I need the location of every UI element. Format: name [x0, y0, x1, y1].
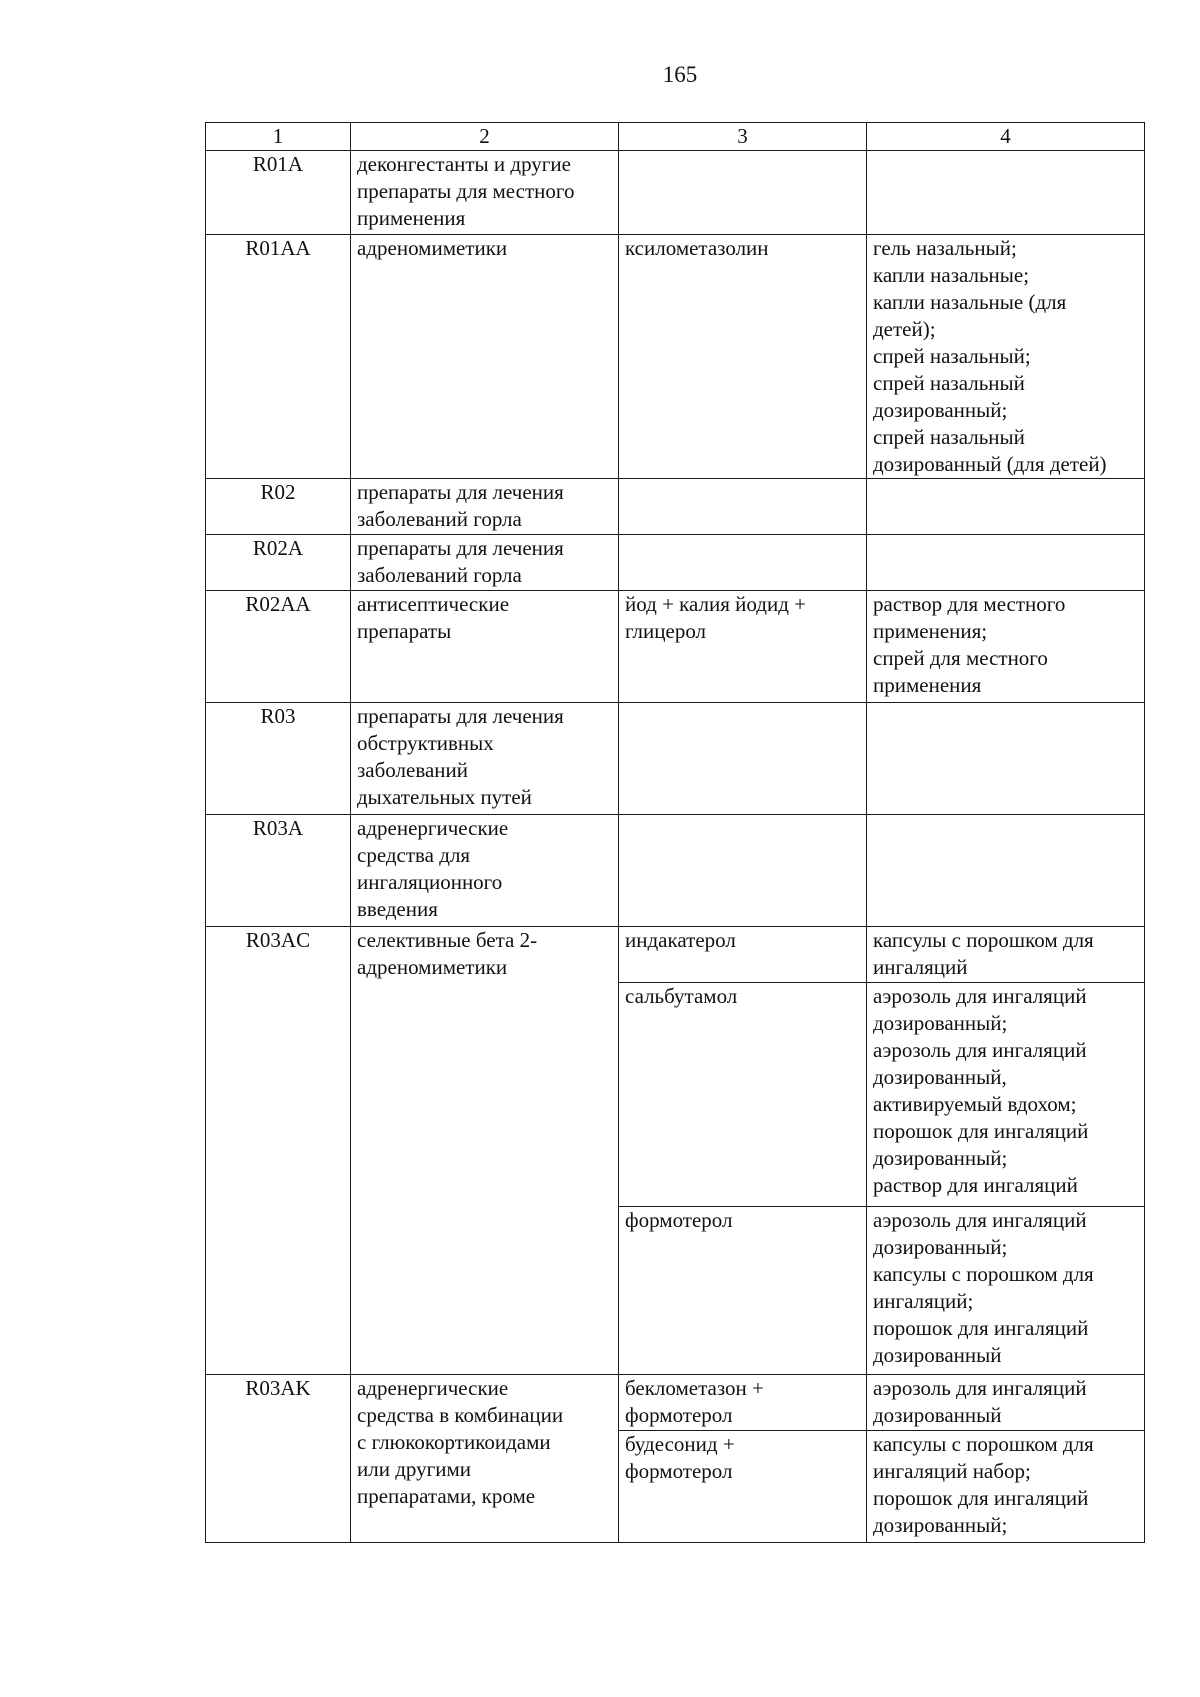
- page-number: 165: [662, 62, 698, 87]
- group-name-cell: адренергические средства в комбинации с глюкокортикоидами или другими препаратами, кроме: [351, 1375, 619, 1543]
- group-name-cell: деконгестанты и другие препараты для местного применения: [351, 151, 619, 235]
- group-name-cell: препараты для лечения заболеваний горла: [351, 535, 619, 591]
- drug-cell: [619, 151, 867, 235]
- table-row-r03a: [206, 815, 1145, 927]
- header-row: [206, 123, 1145, 151]
- atc-code-cell: R01A: [206, 151, 351, 235]
- table-row-r01a: [206, 151, 1145, 235]
- table-row-r03ac: [206, 927, 1145, 983]
- dosage-form-cell: аэрозоль для ингаляций дозированный; аэрозоль для ингаляций дозированный, активируемый вдохом; порошок для ингаляций дозированный; раствор для ингаляций: [867, 983, 1145, 1207]
- table-row-r01aa: [206, 235, 1145, 479]
- drug-cell: ксилометазолин: [619, 235, 867, 479]
- table-row-r03ak: [206, 1375, 1145, 1431]
- atc-code-cell: R02AA: [206, 591, 351, 703]
- group-name-cell: адреномиметики: [351, 235, 619, 479]
- dosage-form-cell: капсулы с порошком для ингаляций набор; порошок для ингаляций дозированный;: [867, 1431, 1145, 1543]
- drug-cell: [619, 535, 867, 591]
- drug-cell: [619, 815, 867, 927]
- atc-code-cell: R03A: [206, 815, 351, 927]
- atc-code-cell: R02: [206, 479, 351, 535]
- dosage-form-cell: капсулы с порошком для ингаляций: [867, 927, 1145, 983]
- dosage-form-cell: [867, 815, 1145, 927]
- group-name-cell: адренергические средства для ингаляционного введения: [351, 815, 619, 927]
- group-name-cell: препараты для лечения обструктивных заболеваний дыхательных путей: [351, 703, 619, 815]
- table-row-r03: [206, 703, 1145, 815]
- drug-cell: [619, 703, 867, 815]
- table-row-r02aa: [206, 591, 1145, 703]
- atc-code-cell: R03AC: [206, 927, 351, 1375]
- dosage-form-cell: аэрозоль для ингаляций дозированный: [867, 1375, 1145, 1431]
- group-name-cell: антисептические препараты: [351, 591, 619, 703]
- header-cell-2: 2: [351, 123, 619, 151]
- table-row-r02a: [206, 535, 1145, 591]
- dosage-form-cell: раствор для местного применения; спрей для местного применения: [867, 591, 1145, 703]
- atc-code-cell: R01AA: [206, 235, 351, 479]
- drug-cell: индакатерол: [619, 927, 867, 983]
- dosage-form-cell: [867, 479, 1145, 535]
- drug-cell: будесонид + формотерол: [619, 1431, 867, 1543]
- header-cell-1: 1: [206, 123, 351, 151]
- atc-code-cell: R03AK: [206, 1375, 351, 1543]
- dosage-form-cell: [867, 151, 1145, 235]
- drug-cell: [619, 479, 867, 535]
- group-name-cell: препараты для лечения заболеваний горла: [351, 479, 619, 535]
- header-cell-3: 3: [619, 123, 867, 151]
- atc-code-cell: R03: [206, 703, 351, 815]
- drug-cell: формотерол: [619, 1207, 867, 1375]
- drug-cell: сальбутамол: [619, 983, 867, 1207]
- table-row-r02: [206, 479, 1145, 535]
- drug-table: [205, 122, 1145, 1543]
- dosage-form-cell: аэрозоль для ингаляций дозированный; капсулы с порошком для ингаляций; порошок для ингаляций дозированный: [867, 1207, 1145, 1375]
- atc-code-cell: R02A: [206, 535, 351, 591]
- dosage-form-cell: [867, 535, 1145, 591]
- dosage-form-cell: гель назальный; капли назальные; капли назальные (для детей); спрей назальный; спрей назальный дозированный; спрей назальный дозированный (для детей): [867, 235, 1145, 479]
- group-name-cell: селективные бета 2- адреномиметики: [351, 927, 619, 1375]
- drug-cell: йод + калия йодид + глицерол: [619, 591, 867, 703]
- dosage-form-cell: [867, 703, 1145, 815]
- drug-cell: беклометазон + формотерол: [619, 1375, 867, 1431]
- header-cell-4: 4: [867, 123, 1145, 151]
